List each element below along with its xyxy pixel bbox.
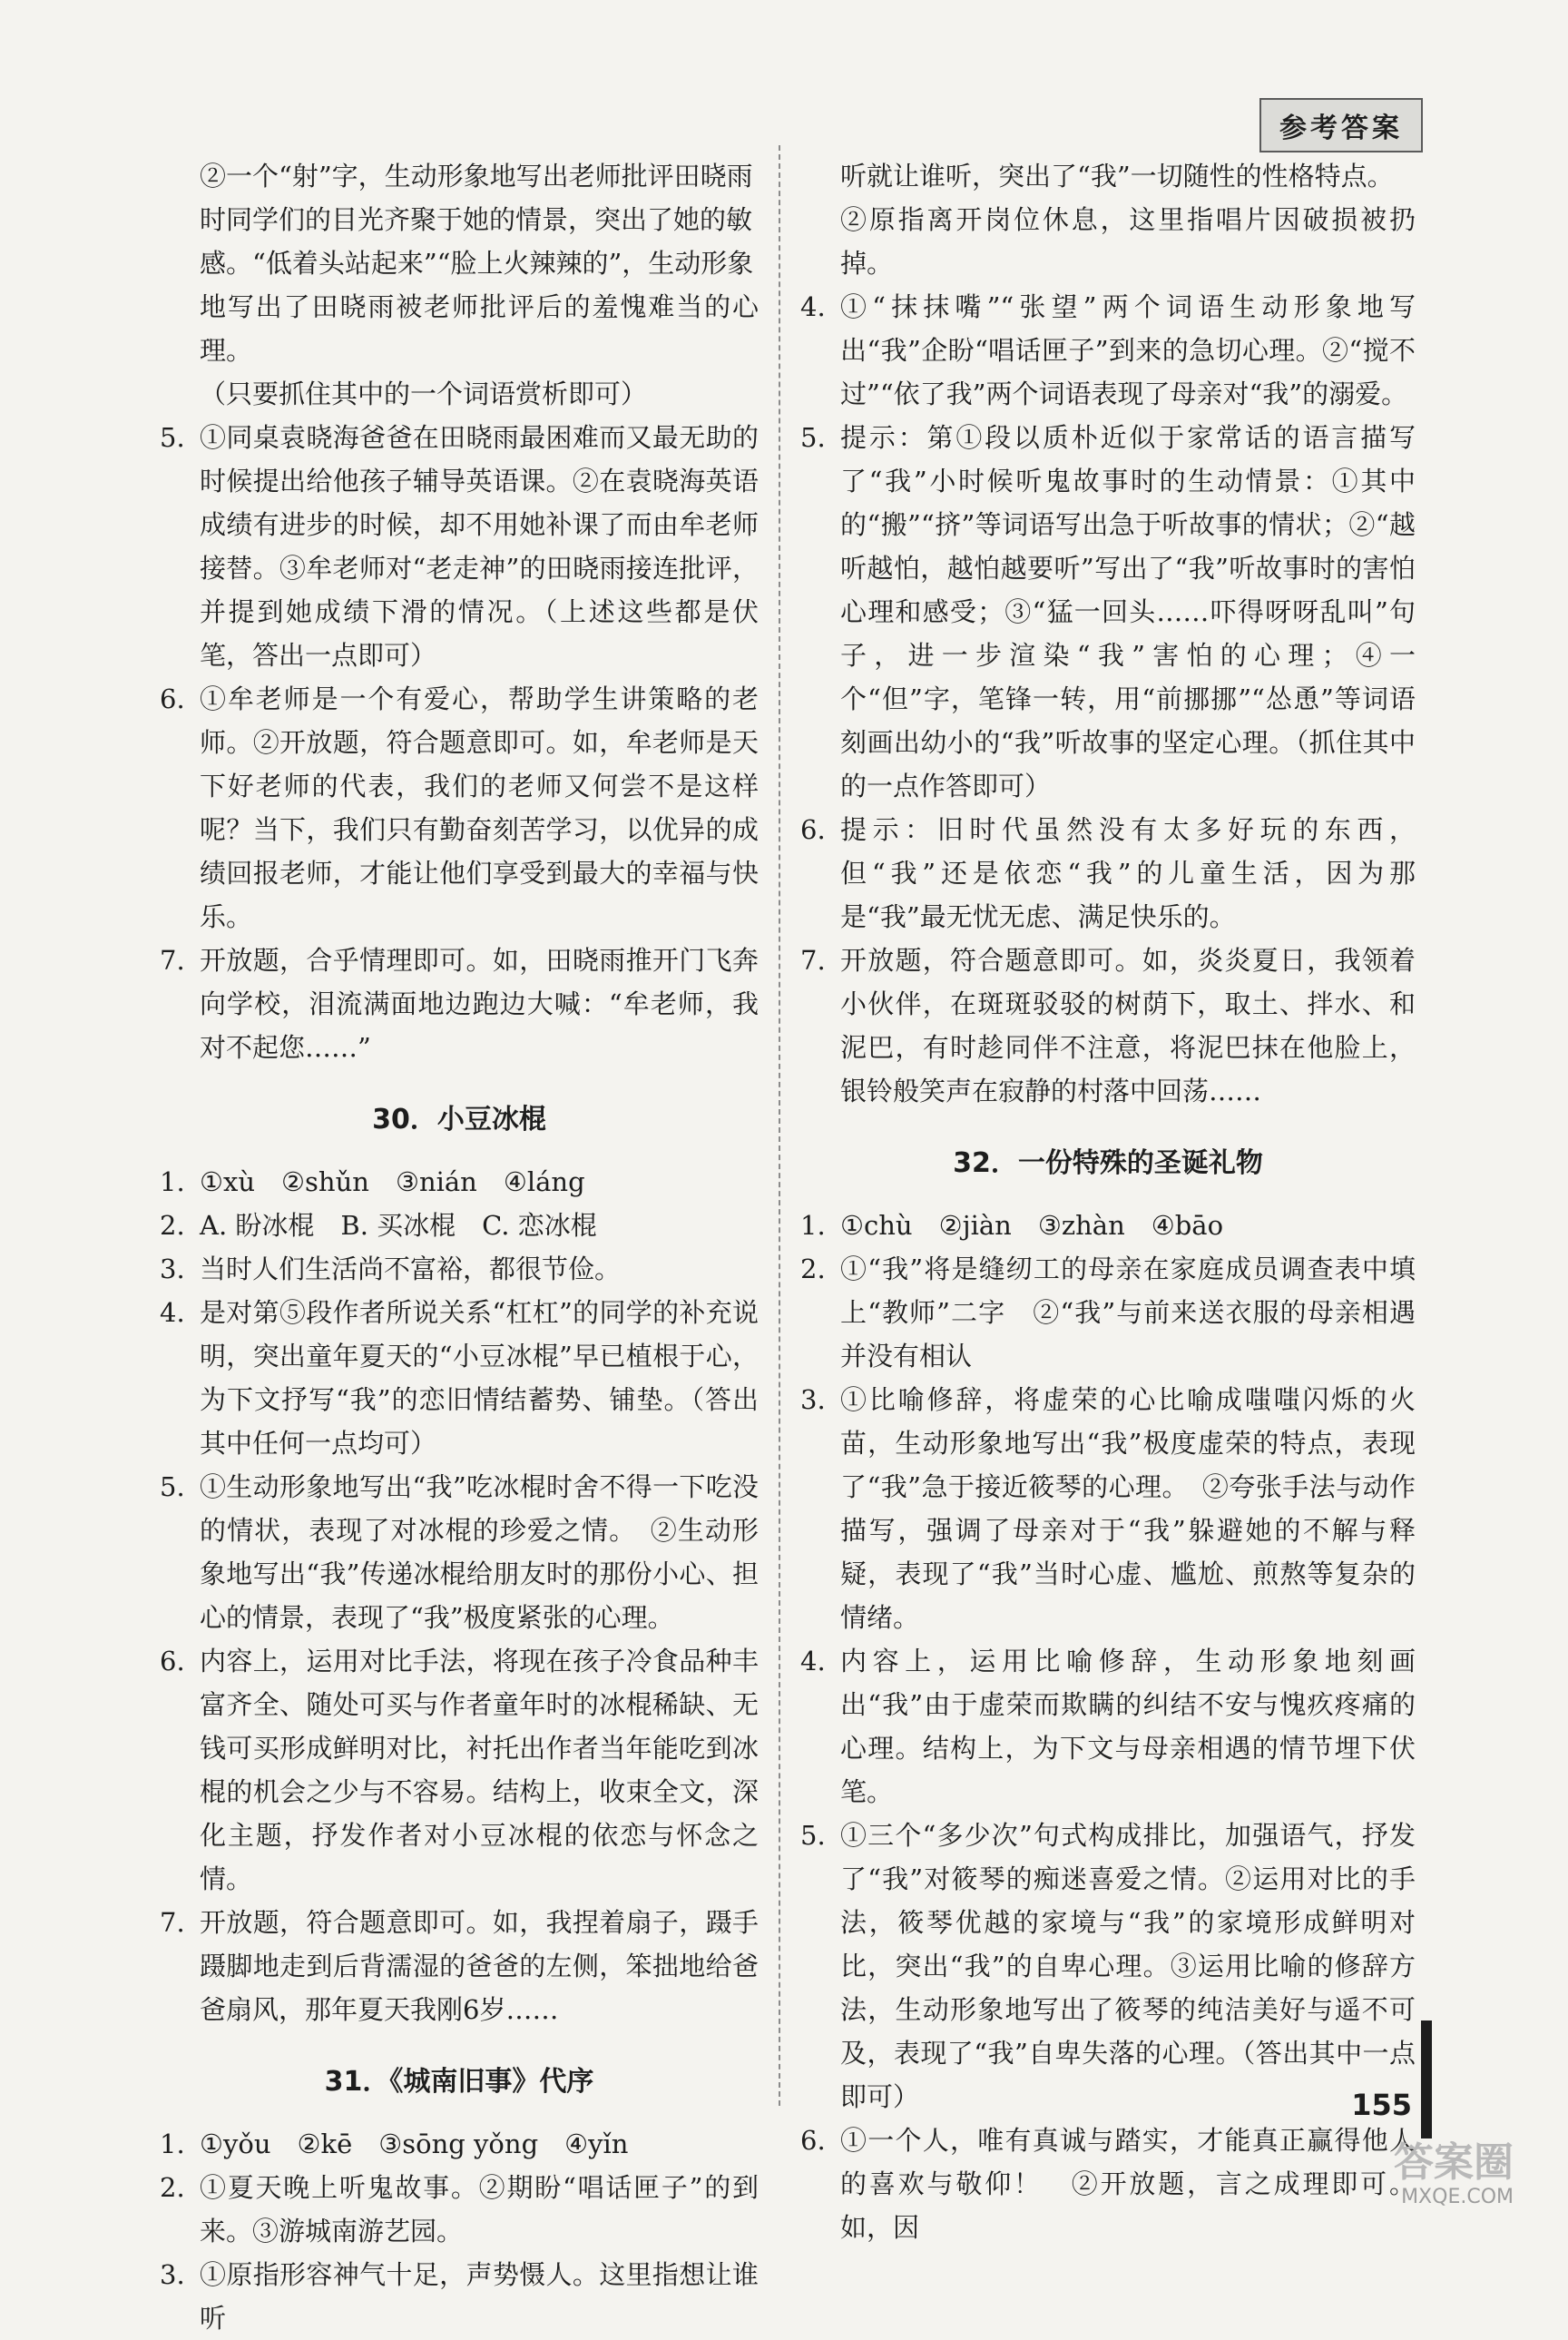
item-text: ①chù ②jiàn ③zhàn ④bāo — [840, 1210, 1224, 1241]
item-number: 4. — [800, 1646, 826, 1676]
answer-item — [800, 939, 1416, 1113]
item-number: 7. — [160, 1907, 185, 1938]
item-number: 5. — [800, 422, 826, 453]
item-number: 6. — [800, 2125, 826, 2156]
page-edge-bar — [1421, 2020, 1432, 2138]
item-text: 当时人们生活尚不富裕，都很节俭。 — [200, 1254, 622, 1284]
right-column — [800, 154, 1416, 2249]
answer-item — [160, 2253, 759, 2340]
item-text: ①“我”将是缝纫工的母亲在家庭成员调查表中填上“教师”二字 ②“我”与前来送衣服的母亲相遇并没有相认 — [840, 1254, 1416, 1372]
item-number: 2. — [160, 2172, 185, 2203]
item-number: 3. — [800, 1384, 826, 1415]
item-text: 开放题，符合题意即可。如，我捏着扇子，蹑手蹑脚地走到后背濡湿的爸爸的左侧，笨拙地给爸爸扇风，那年夏天我刚6岁…… — [200, 1907, 759, 2025]
item-text: 提示：第①段以质朴近似于家常话的语言描写了“我”小时候听鬼故事时的生动情景：①其中的“搬”“挤”等词语写出急于听故事的情状；②“越听越怕，越怕越要听”写出了“我”听故事时的害怕心理和感受；③“猛一回头……吓得呀呀乱叫”句子，进一步渲染“我”害怕的心理；④一个“但”字，笔锋一转，用“前挪挪”“怂恿”等词语刻画出幼小的“我”听故事的坚定心理。（抓住其中的一点作答即可） — [840, 422, 1416, 801]
section-title-31: 31．《城南旧事》代序 — [324, 2066, 594, 2098]
item-text: ①生动形象地写出“我”吃冰棍时舍不得一下吃没的情状，表现了对冰棍的珍爱之情。 ②生动形象地写出“我”传递冰棍给朋友时的那份小心、担心的情景，表现了“我”极度紧张的心理。 — [200, 1471, 759, 1633]
item-text: ①比喻修辞，将虚荣的心比喻成嗤嗤闪烁的火苗，生动形象地写出“我”极度虚荣的特点，表现了“我”急于接近筱琴的心理。 ②夸张手法与动作描写，强调了母亲对于“我”躲避她的不解与释疑，表现了“我”当时心虚、尴尬、煎熬等复杂的情绪。 — [840, 1384, 1416, 1633]
answer-item — [800, 1378, 1416, 1639]
item-text: A. 盼冰棍 B. 买冰棍 C. 恋冰棍 — [200, 1210, 597, 1241]
answer-item — [160, 1247, 759, 1291]
item-text: ①yǒu ②kē ③sōng yǒng ④yǐn — [200, 2129, 629, 2159]
section-title-32: 32．一份特殊的圣诞礼物 — [953, 1147, 1263, 1179]
answer-item — [160, 1291, 759, 1465]
item-number: 2. — [800, 1254, 826, 1284]
item-number: 1. — [800, 1210, 826, 1241]
item-text: 是对第⑤段作者所说关系“杠杠”的同学的补充说明，突出童年夏天的“小豆冰棍”早已植根于心，为下文抒写“我”的恋旧情结蓄势、铺垫。（答出其中任何一点均可） — [200, 1297, 759, 1459]
watermark-url: MXQE.COM — [1401, 2186, 1514, 2208]
left-intro-line: 感。“低着头站起来”“脸上火辣辣的”，生动形象 — [200, 248, 754, 279]
item-number: 6. — [160, 683, 185, 714]
answer-item — [800, 1247, 1416, 1378]
item-text: ①同桌袁晓海爸爸在田晓雨最困难而又最无助的时候提出给他孩子辅导英语课。②在袁晓海英语成绩有进步的时候，却不用她补课了而由牟老师接替。③牟老师对“老走神”的田晓雨接连批评，并提到她成绩下滑的情况。（上述这些都是伏笔，答出一点即可） — [200, 422, 759, 671]
answer-item — [160, 939, 759, 1069]
right-intro-line: 听就让谁听，突出了“我”一切随性的性格特点。 — [840, 161, 1394, 192]
item-number: 5. — [800, 1820, 826, 1851]
left-column — [160, 154, 759, 2340]
answer-item — [800, 416, 1416, 808]
left-intro-line: （只要抓住其中的一个词语赏析即可） — [200, 379, 648, 409]
answer-item — [160, 2166, 759, 2253]
item-number: 5. — [160, 422, 185, 453]
item-text: ①一个人，唯有真诚与踏实，才能真正赢得他人的喜欢与敬仰！ ②开放题，言之成理即可。如，因 — [840, 2125, 1416, 2243]
item-number: 7. — [800, 945, 826, 976]
answer-item — [160, 1901, 759, 2031]
column-divider — [779, 145, 780, 2106]
answer-item — [160, 1639, 759, 1901]
item-number: 4. — [160, 1297, 185, 1328]
answer-item — [160, 1465, 759, 1639]
section-title-30: 30．小豆冰棍 — [372, 1104, 546, 1136]
item-number: 1. — [160, 2129, 185, 2159]
item-text: ①xù ②shǔn ③nián ④láng — [200, 1166, 585, 1197]
item-number: 7. — [160, 945, 185, 976]
item-text: 内容上，运用对比手法，将现在孩子冷食品种丰富齐全、随处可买与作者童年时的冰棍稀缺、无钱可买形成鲜明对比，衬托出作者当年能吃到冰棍的机会之少与不容易。结构上，收束全文，深化主题，抒发作者对小豆冰棍的依恋与怀念之情。 — [200, 1646, 759, 1894]
item-number: 3. — [160, 2259, 185, 2290]
left-intro-line: 地写出了田晓雨被老师批评后的羞愧难当的心理。 — [200, 291, 759, 366]
answer-item — [160, 1160, 759, 1204]
item-text: 开放题，合乎情理即可。如，田晓雨推开门飞奔向学校，泪流满面地边跑边大喊：“牟老师，我对不起您……” — [200, 945, 759, 1063]
answer-item — [160, 1204, 759, 1247]
item-text: ①夏天晚上听鬼故事。②期盼“唱话匣子”的到来。③游城南游艺园。 — [200, 2172, 759, 2247]
answer-item — [800, 285, 1416, 416]
item-number: 1. — [160, 1166, 185, 1197]
item-number: 6. — [160, 1646, 185, 1676]
answer-item — [800, 1204, 1416, 1247]
answer-item — [800, 808, 1416, 939]
answer-item — [800, 1639, 1416, 1814]
answer-item — [800, 2119, 1416, 2249]
watermark — [1394, 2140, 1514, 2209]
item-text: 内容上，运用比喻修辞，生动形象地刻画出“我”由于虚荣而欺瞒的纠结不安与愧疚疼痛的心理。结构上，为下文与母亲相遇的情节埋下伏笔。 — [840, 1646, 1416, 1807]
item-text: ①三个“多少次”句式构成排比，加强语气，抒发了“我”对筱琴的痴迷喜爱之情。②运用对比的手法，筱琴优越的家境与“我”的家境形成鲜明对比，突出“我”的自卑心理。③运用比喻的修辞方法，生动形象地写出了筱琴的纯洁美好与遥不可及，表现了“我”自卑失落的心理。（答出其中一点即可） — [840, 1820, 1416, 2112]
item-text: 开放题，符合题意即可。如，炎炎夏日，我领着小伙伴，在斑斑驳驳的树荫下，取土、拌水、和泥巴，有时趁同伴不注意，将泥巴抹在他脸上，银铃般笑声在寂静的村落中回荡…… — [840, 945, 1416, 1106]
answer-key-header: 参考答案 — [1259, 98, 1423, 152]
left-intro-line: ②一个“射”字，生动形象地写出老师批评田晓雨 — [200, 161, 753, 192]
item-text: ①“抹抹嘴”“张望”两个词语生动形象地写出“我”企盼“唱话匣子”到来的急切心理。②“搅不过”“依了我”两个词语表现了母亲对“我”的溺爱。 — [840, 291, 1416, 409]
item-text: ①牟老师是一个有爱心，帮助学生讲策略的老师。②开放题，符合题意即可。如，牟老师是天下好老师的代表，我们的老师又何尝不是这样呢？当下，我们只有勤奋刻苦学习，以优异的成绩回报老师，才能让他们享受到最大的幸福与快乐。 — [200, 683, 759, 932]
item-text: 提示：旧时代虽然没有太多好玩的东西，但“我”还是依恋“我”的儿童生活，因为那是“我”最无忧无虑、满足快乐的。 — [840, 814, 1416, 932]
answer-item — [160, 2122, 759, 2166]
watermark-logo: 答案圈 — [1394, 2139, 1514, 2186]
answer-item — [800, 1814, 1416, 2119]
answer-item — [160, 677, 759, 939]
right-intro-line: ②原指离开岗位休息，这里指唱片因破损被扔掉。 — [840, 204, 1416, 279]
item-text: ①原指形容神气十足，声势慑人。这里指想让谁听 — [200, 2259, 759, 2334]
item-number: 2. — [160, 1210, 185, 1241]
item-number: 4. — [800, 291, 826, 322]
item-number: 6. — [800, 814, 826, 845]
page-number: 155 — [1351, 2088, 1412, 2122]
item-number: 3. — [160, 1254, 185, 1284]
answer-item — [160, 416, 759, 677]
item-number: 5. — [160, 1471, 185, 1502]
left-intro-line: 时同学们的目光齐聚于她的情景，突出了她的敏 — [200, 204, 753, 235]
